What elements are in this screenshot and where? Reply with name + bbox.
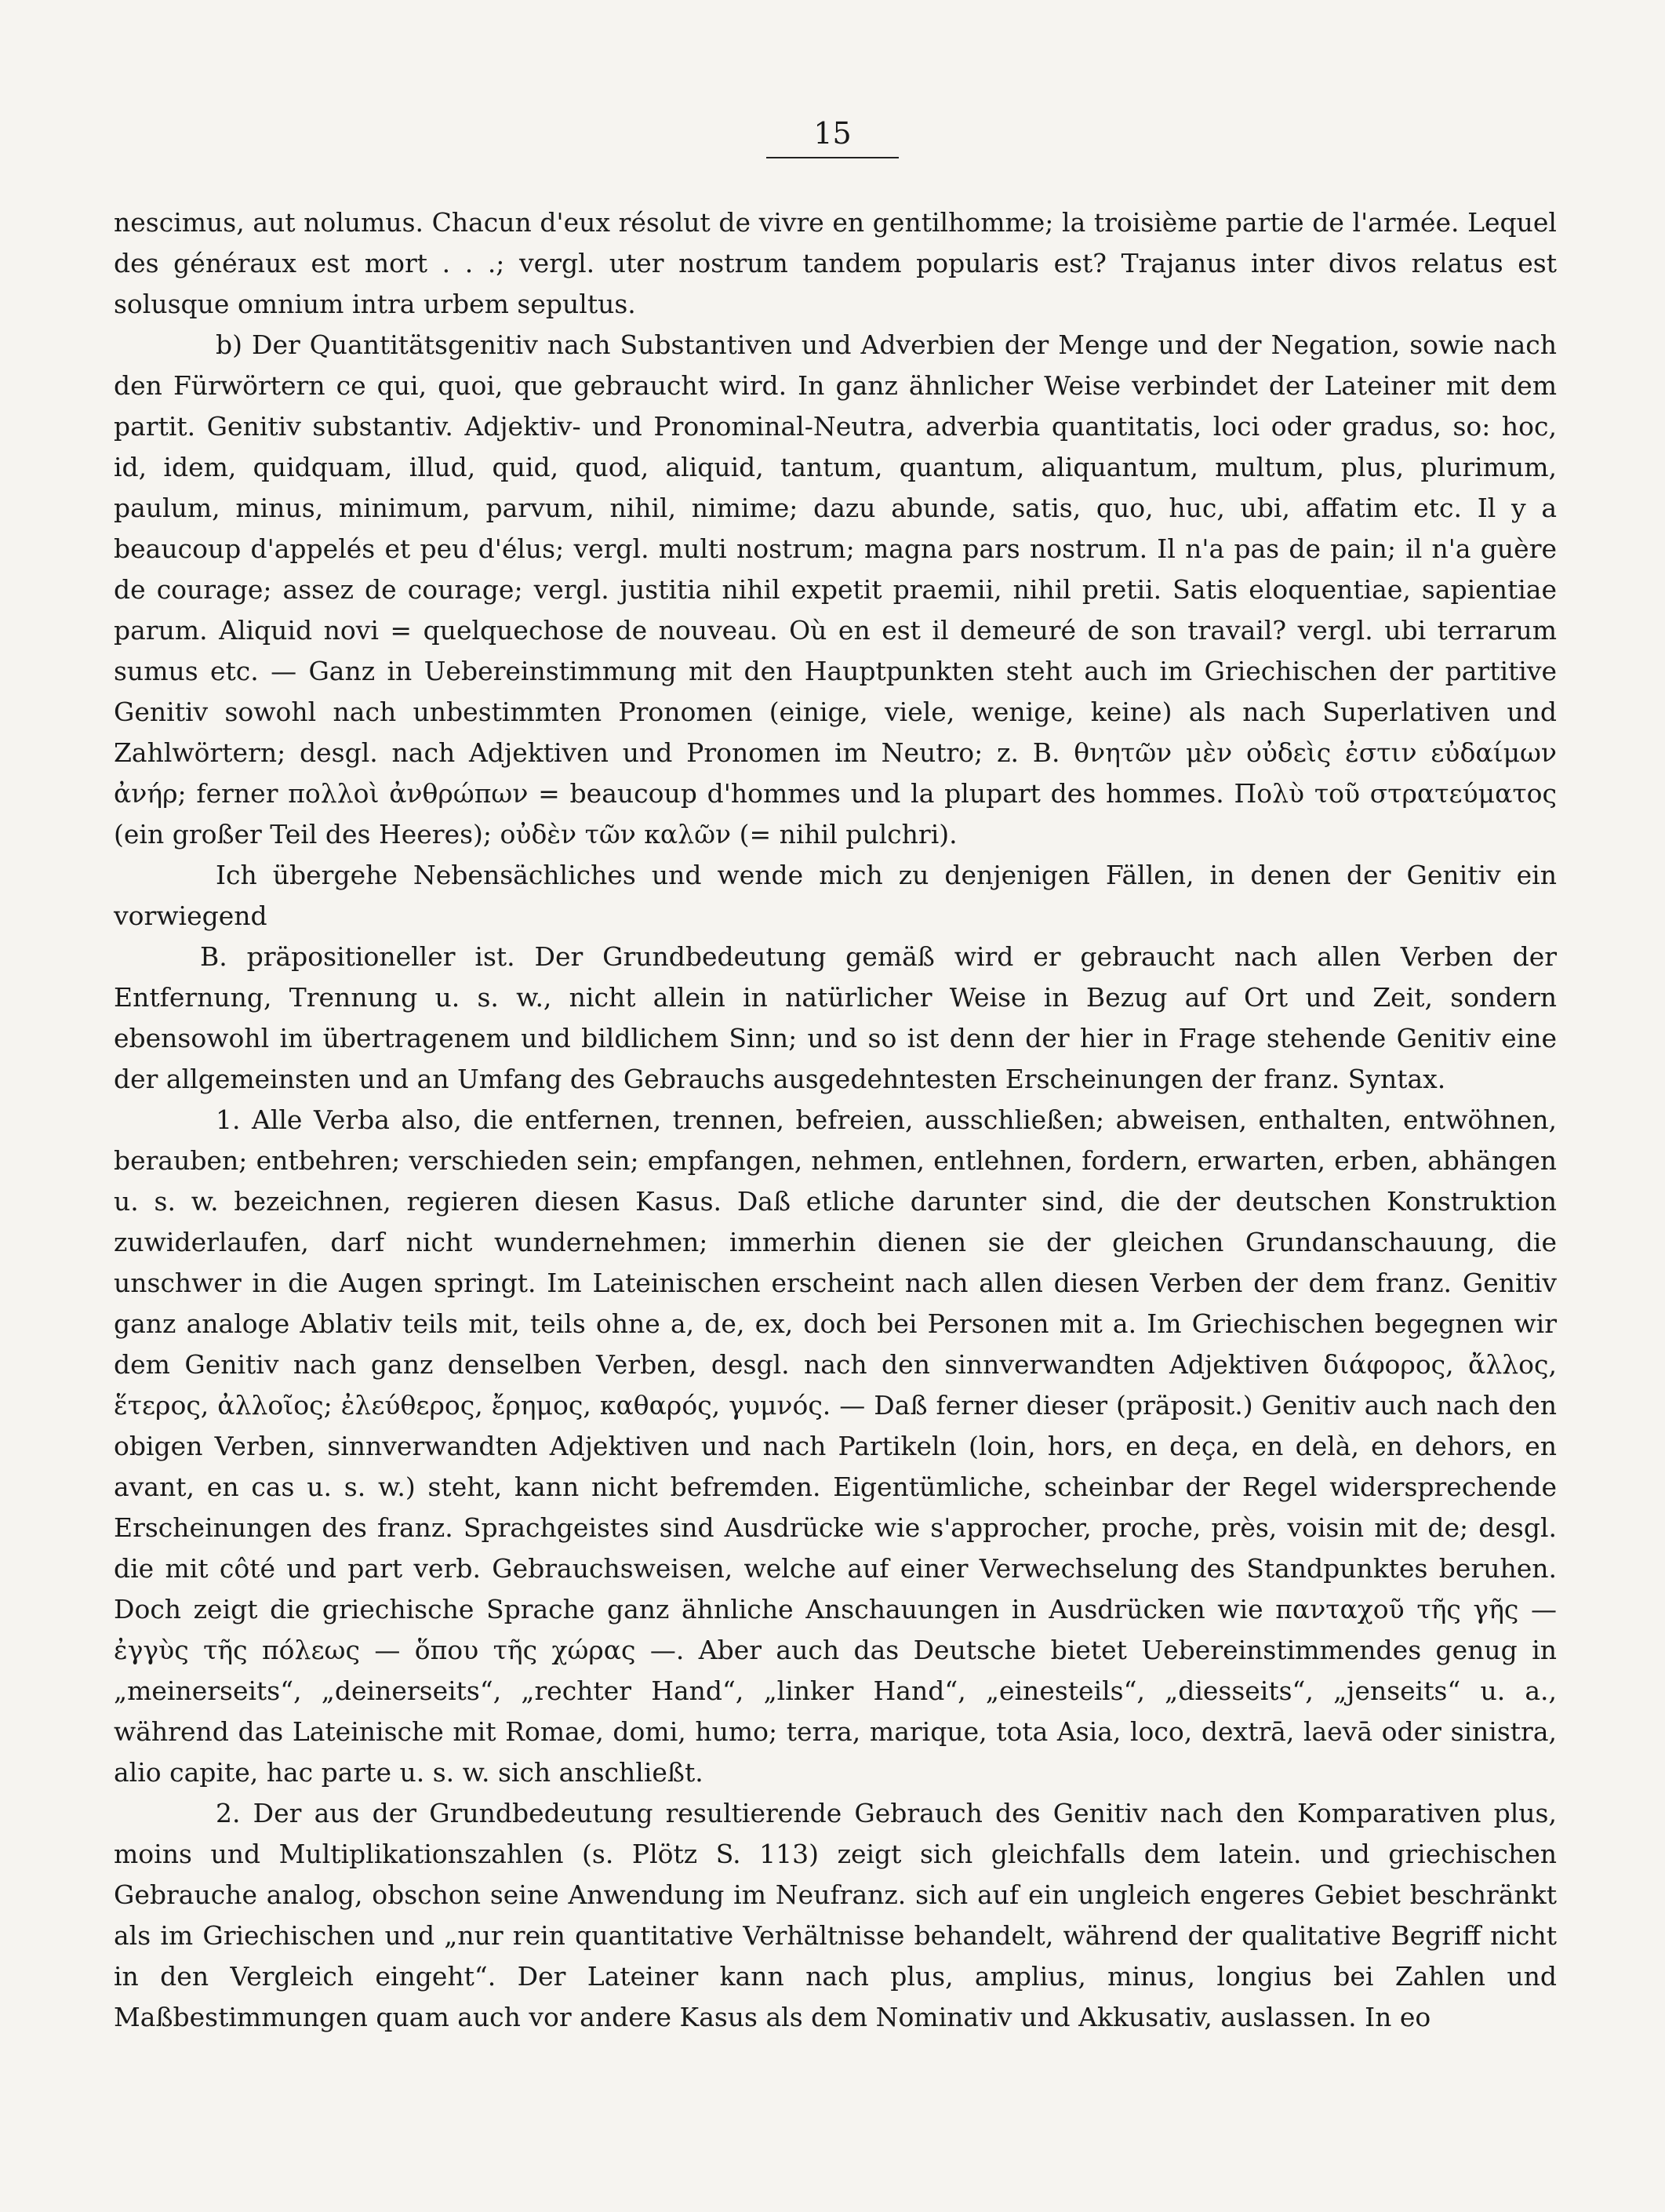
body-text xyxy=(114,202,1557,2038)
paragraph-1: nescimus, aut nolumus. Chacun d'eux résolut de vivre en gentilhomme; la troisième partie de l'armée. Lequel des généraux est mort . . .; vergl. uter nostrum tandem popularis est? Trajanus inter divos relatus est solusque omnium intra urbem sepultus. xyxy=(114,207,1557,319)
paragraph-6-comparatives: 2. Der aus der Grundbedeutung resultierende Gebrauch des Genitiv nach den Komparativen plus, moins und Multiplikationszahlen (s. Plötz S. 113) zeigt sich gleichfalls dem latein. und griechischen Gebrauche analog, obschon seine Anwendung im Neufranz. sich auf ein ungleich engeres Gebiet beschränkt als im Griechischen und „nur rein quantitative Verhältnisse behandelt, während der qualitative Begriff nicht in den Vergleich eingeht“. Der Lateiner kann nach plus, amplius, minus, longius bei Zahlen und Maßbestimmungen quam auch vor andere Kasus als dem Nominativ und Akkusativ, auslassen. In eo xyxy=(114,1798,1557,2032)
paragraph-5-verbs: 1. Alle Verba also, die entfernen, trennen, befreien, ausschließen; abweisen, enthalten, entwöhnen, berauben; entbehren; verschieden sein; empfangen, nehmen, entlehnen, fordern, erwarten, erben, abhängen u. s. w. bezeichnen, regieren diesen Kasus. Daß etliche darunter sind, die der deutschen Konstruktion zuwiderlaufen, darf nicht wundernehmen; immerhin dienen sie der gleichen Grundanschauung, die unschwer in die Augen springt. Im Lateinischen erscheint nach allen diesen Verben der dem franz. Genitiv ganz analoge Ablativ teils mit, teils ohne a, de, ex, doch bei Personen mit a. Im Griechischen begegnen wir dem Genitiv nach ganz denselben Verben, desgl. nach den sinnverwandten Adjektiven διάφορος, ἄλλος, ἕτερος, ἀλλοῖος; ἐλεύθερος, ἔρημος, καθαρός, γυμνός. — Daß ferner dieser (präposit.) Genitiv auch nach den obigen Verben, sinnverwandten Adjektiven und nach Partikeln (loin, hors, en deça, en delà, en dehors, en avant, en cas u. s. w.) steht, kann nicht befremden. Eigentümliche, scheinbar der Regel widersprechende Erscheinungen des franz. Sprachgeistes sind Ausdrücke wie s'approcher, proche, près, voisin mit de; desgl. die mit côté und part verb. Gebrauchsweisen, welche auf einer Verwechselung des Standpunktes beruhen. Doch zeigt die griechische Sprache ganz ähnliche Anschauungen in Ausdrücken wie πανταχοῦ τῆς γῆς — ἐγγὺς τῆς πόλεως — ὅπου τῆς χώρας —. Aber auch das Deutsche bietet Uebereinstimmendes genug in „meinerseits“, „deinerseits“, „rechter Hand“, „linker Hand“, „einesteils“, „diesseits“, „jenseits“ u. a., während das Lateinische mit Romae, domi, humo; terra, marique, tota Asia, loco, dextrā, laevā oder sinistra, alio capite, hac parte u. s. w. sich anschließt. xyxy=(114,1104,1557,1788)
paragraph-4-prepositional: B. präpositioneller ist. Der Grundbedeutung gemäß wird er gebraucht nach allen Verben der Entfernung, Trennung u. s. w., nicht allein in natürlicher Weise in Bezug auf Ort und Zeit, sondern ebensowohl im übertragenem und bildlichem Sinn; und so ist denn der hier in Frage stehende Genitiv eine der allgemeinsten und an Umfang des Gebrauchs ausgedehntesten Erscheinungen der franz. Syntax. xyxy=(114,941,1557,1094)
page-number: 15 xyxy=(766,118,898,158)
page-header xyxy=(0,118,1665,158)
paragraph-3-transition: Ich übergehe Nebensächliches und wende mich zu denjenigen Fällen, in denen der Genitiv ein vorwiegend xyxy=(114,860,1557,931)
paragraph-2-quantity-genitive: b) Der Quantitätsgenitiv nach Substantiven und Adverbien der Menge und der Negation, sowie nach den Fürwörtern ce qui, quoi, que gebraucht wird. In ganz ähnlicher Weise verbindet der Lateiner mit dem partit. Genitiv substantiv. Adjektiv- und Pronominal-Neutra, adverbia quantitatis, loci oder gradus, so: hoc, id, idem, quidquam, illud, quid, quod, aliquid, tantum, quantum, aliquantum, multum, plus, plurimum, paulum, minus, minimum, parvum, nihil, nimime; dazu abunde, satis, quo, huc, ubi, affatim etc. Il y a beaucoup d'appelés et peu d'élus; vergl. multi nostrum; magna pars nostrum. Il n'a pas de pain; il n'a guère de courage; assez de courage; vergl. justitia nihil expetit praemii, nihil pretii. Satis eloquentiae, sapientiae parum. Aliquid novi = quelquechose de nouveau. Où en est il demeuré de son travail? vergl. ubi terrarum sumus etc. — Ganz in Uebereinstimmung mit den Hauptpunkten steht auch im Griechischen der partitive Genitiv sowohl nach unbestimmten Pronomen (einige, viele, wenige, keine) als nach Superlativen und Zahlwörtern; desgl. nach Adjektiven und Pronomen im Neutro; z. B. θνητῶν μὲν οὐδεὶς ἐστιν εὐδαίμων ἀνήρ; ferner πολλοὶ ἀνθρώπων = beaucoup d'hommes und la plupart des hommes. Πολὺ τοῦ στρατεύματος (ein großer Teil des Heeres); οὐδὲν τῶν καλῶν (= nihil pulchri). xyxy=(114,329,1557,850)
